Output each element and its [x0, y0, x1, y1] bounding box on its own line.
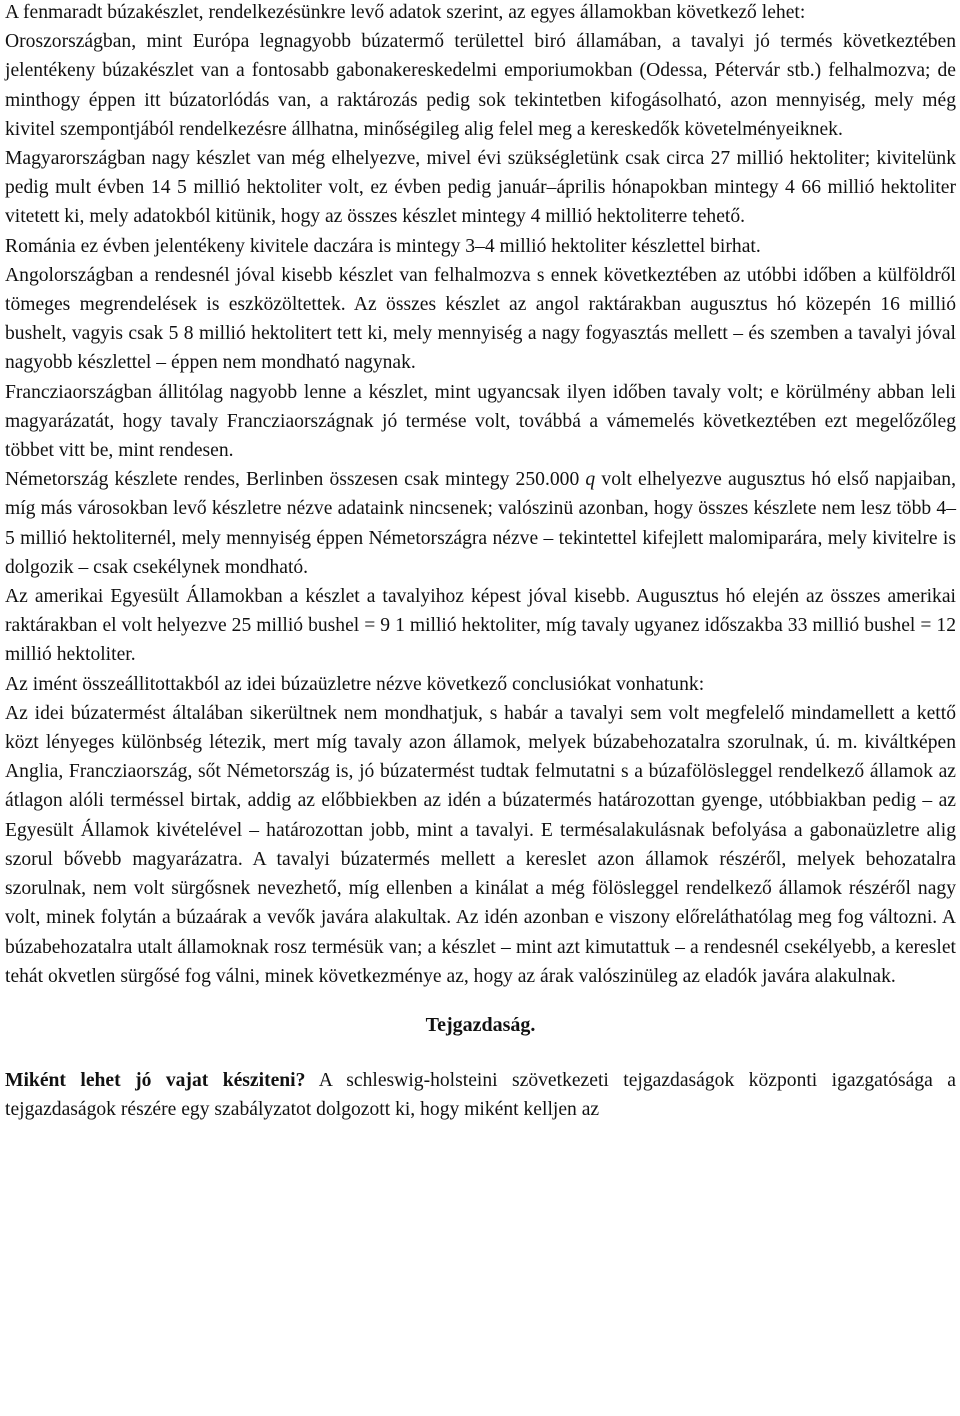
paragraph-germany-text-2: volt elhelyezve augusztus hó első napjaiban, míg más városokban levő készletre nézve adataink nincsenek; valószinü azonban, hogy összes készlete nem lesz több 4–5 millió hektoliternél, mely mennyiség éppen Németországra nézve – tekintettel kifejlett malomiparára, mely kivitelre is dolgozik – csak csekélynek mondható.: [5, 469, 956, 578]
paragraph-romania: Románia ez évben jelentékeny kivitele daczára is mintegy 3–4 millió hektoliter készlettel birhat.: [5, 235, 761, 257]
paragraph-dairy: [5, 1066, 956, 1124]
section-lead-text: A schleswig-holsteini szövetkezeti tejgazdaságok központi igazgatósága a tejgazdaságok részére egy szabályzatot dolgozott ki, hogy miként kelljen az: [5, 1069, 956, 1121]
paragraph-intro: A fenmaradt búzakészlet, rendelkezésünkre levő adatok szerint, az egyes államokban következő lehet:: [5, 2, 806, 23]
paragraph-england: Angolországban a rendesnél jóval kisebb készlet van felhalmozva s ennek következtében az utóbbi időben a külföldről tömeges megrendelések is eszközöltettek. Az összes készlet az angol raktárakban augusztus hó közepén 16 millió bushelt, vagyis csak 5 8 millió hektolitert tett ki, mely mennyiség a nagy fogyasztás mellett – és szemben a tavalyi jóval nagyobb készlettel – éppen nem mondható nagynak.: [5, 264, 956, 374]
paragraph-conclusions: Az idei búzatermést általában sikerültnek nem mondhatjuk, s habár a tavalyi sem volt megfelelő mindamellett a kettő közt lényeges különbség létezik, mert míg tavaly azon államok, melyek búzabehozatalra szorulnak, ú. m. kiváltképen Anglia, Francziaország, sőt Németország is, jó búzatermést tudtak felmutatni s a búzafölösleggel rendelkező államok az átlagon alóli terméssel birtak, addig az előbbiekben az idén a búzatermés határozottan gyenge, utóbbiakban pedig – az Egyesült Államok kivételével – határozottan jobb, mint a tavalyi. E termésalakulásnak befolyása a gabonaüzletre alig szorul bővebb magyarázatra. A tavalyi búzatermés mellett a kereslet azon államok részéről, melyek behozatalra szorulnak, nem volt sürgősnek nevezhető, míg ellenben a kinálat a még fölösleggel rendelkező államok részéről nagy volt, minek folytán a búzaárak a vevők javára alakultak. Az idén azonban e viszony előreláthatólag meg fog változni. A búzabehozatalra utalt államoknak rosz termésük van; a készlet – mint azt kimutattuk – a rendesnél csekélyebb, a kereslet tehát okvetlen sürgősé fog válni, minek következménye az, hogy az árak valószinüleg az eladók javára alakulnak.: [5, 702, 956, 987]
paragraph-france: Francziaországban állitólag nagyobb lenne a készlet, mint ugyancsak ilyen időben tavaly volt; e körülmény abban leli magyarázatát, hogy tavaly Francziaországnak jó termése volt, továbbá a vámemelés következtében ezt megelőzőleg többet vitt be, mint rendesen.: [5, 381, 956, 462]
quintal-unit: q: [585, 469, 596, 491]
paragraph-russia: Oroszországban, mint Európa legnagyobb búzatermő területtel biró államában, a tavalyi jó termés következtében jelentékeny búzakészlet van a fontosabb gabonakereskedelmi emporiumokban (Odessa, Pétervár stb.) felhalmozva; de minthogy éppen itt búzatorlódás van, a raktározás pedig sok tekintetben kifogásolható, azon mennyiség, mely még kivitel szempontjából rendelkezésre állhatna, minőségileg alig felel meg a kereskedők követelményeiknek.: [5, 31, 956, 140]
paragraph-hungary: Magyarországban nagy készlet van még elhelyezve, mivel évi szükségletünk csak circa 27 millió hektoliter; kivitelünk pedig mult évben 14 5 millió hektoliter volt, ez évben pedig január–április hónapokban mintegy 4 66 millió hektoliter vitetett ki, mely adatokból kitünik, hogy az összes készlet mintegy 4 millió hektoliterre tehető.: [5, 148, 956, 228]
paragraph-united-states: Az amerikai Egyesült Államokban a készlet a tavalyihoz képest jóval kisebb. Augusztus hó elején az összes amerikai raktárakban el volt helyezve 25 millió bushel = 9 1 millió hektoliter, míg tavaly ugyanez időszakba 33 millió bushel = 12 millió hektoliter.: [5, 586, 956, 666]
section-lead-question: Miként lehet jó vajat késziteni?: [5, 1069, 306, 1091]
paragraph-germany: [5, 465, 956, 582]
section-heading: Tejgazdaság.: [425, 1013, 536, 1036]
paragraph-conclusions-intro: Az imént összeállitottakból az idei búzaüzletre nézve következő conclusiókat vonhatunk:: [5, 673, 705, 695]
paragraph-germany-text-1: Németország készlete rendes, Berlinben összesen csak mintegy 250.000: [5, 469, 586, 491]
